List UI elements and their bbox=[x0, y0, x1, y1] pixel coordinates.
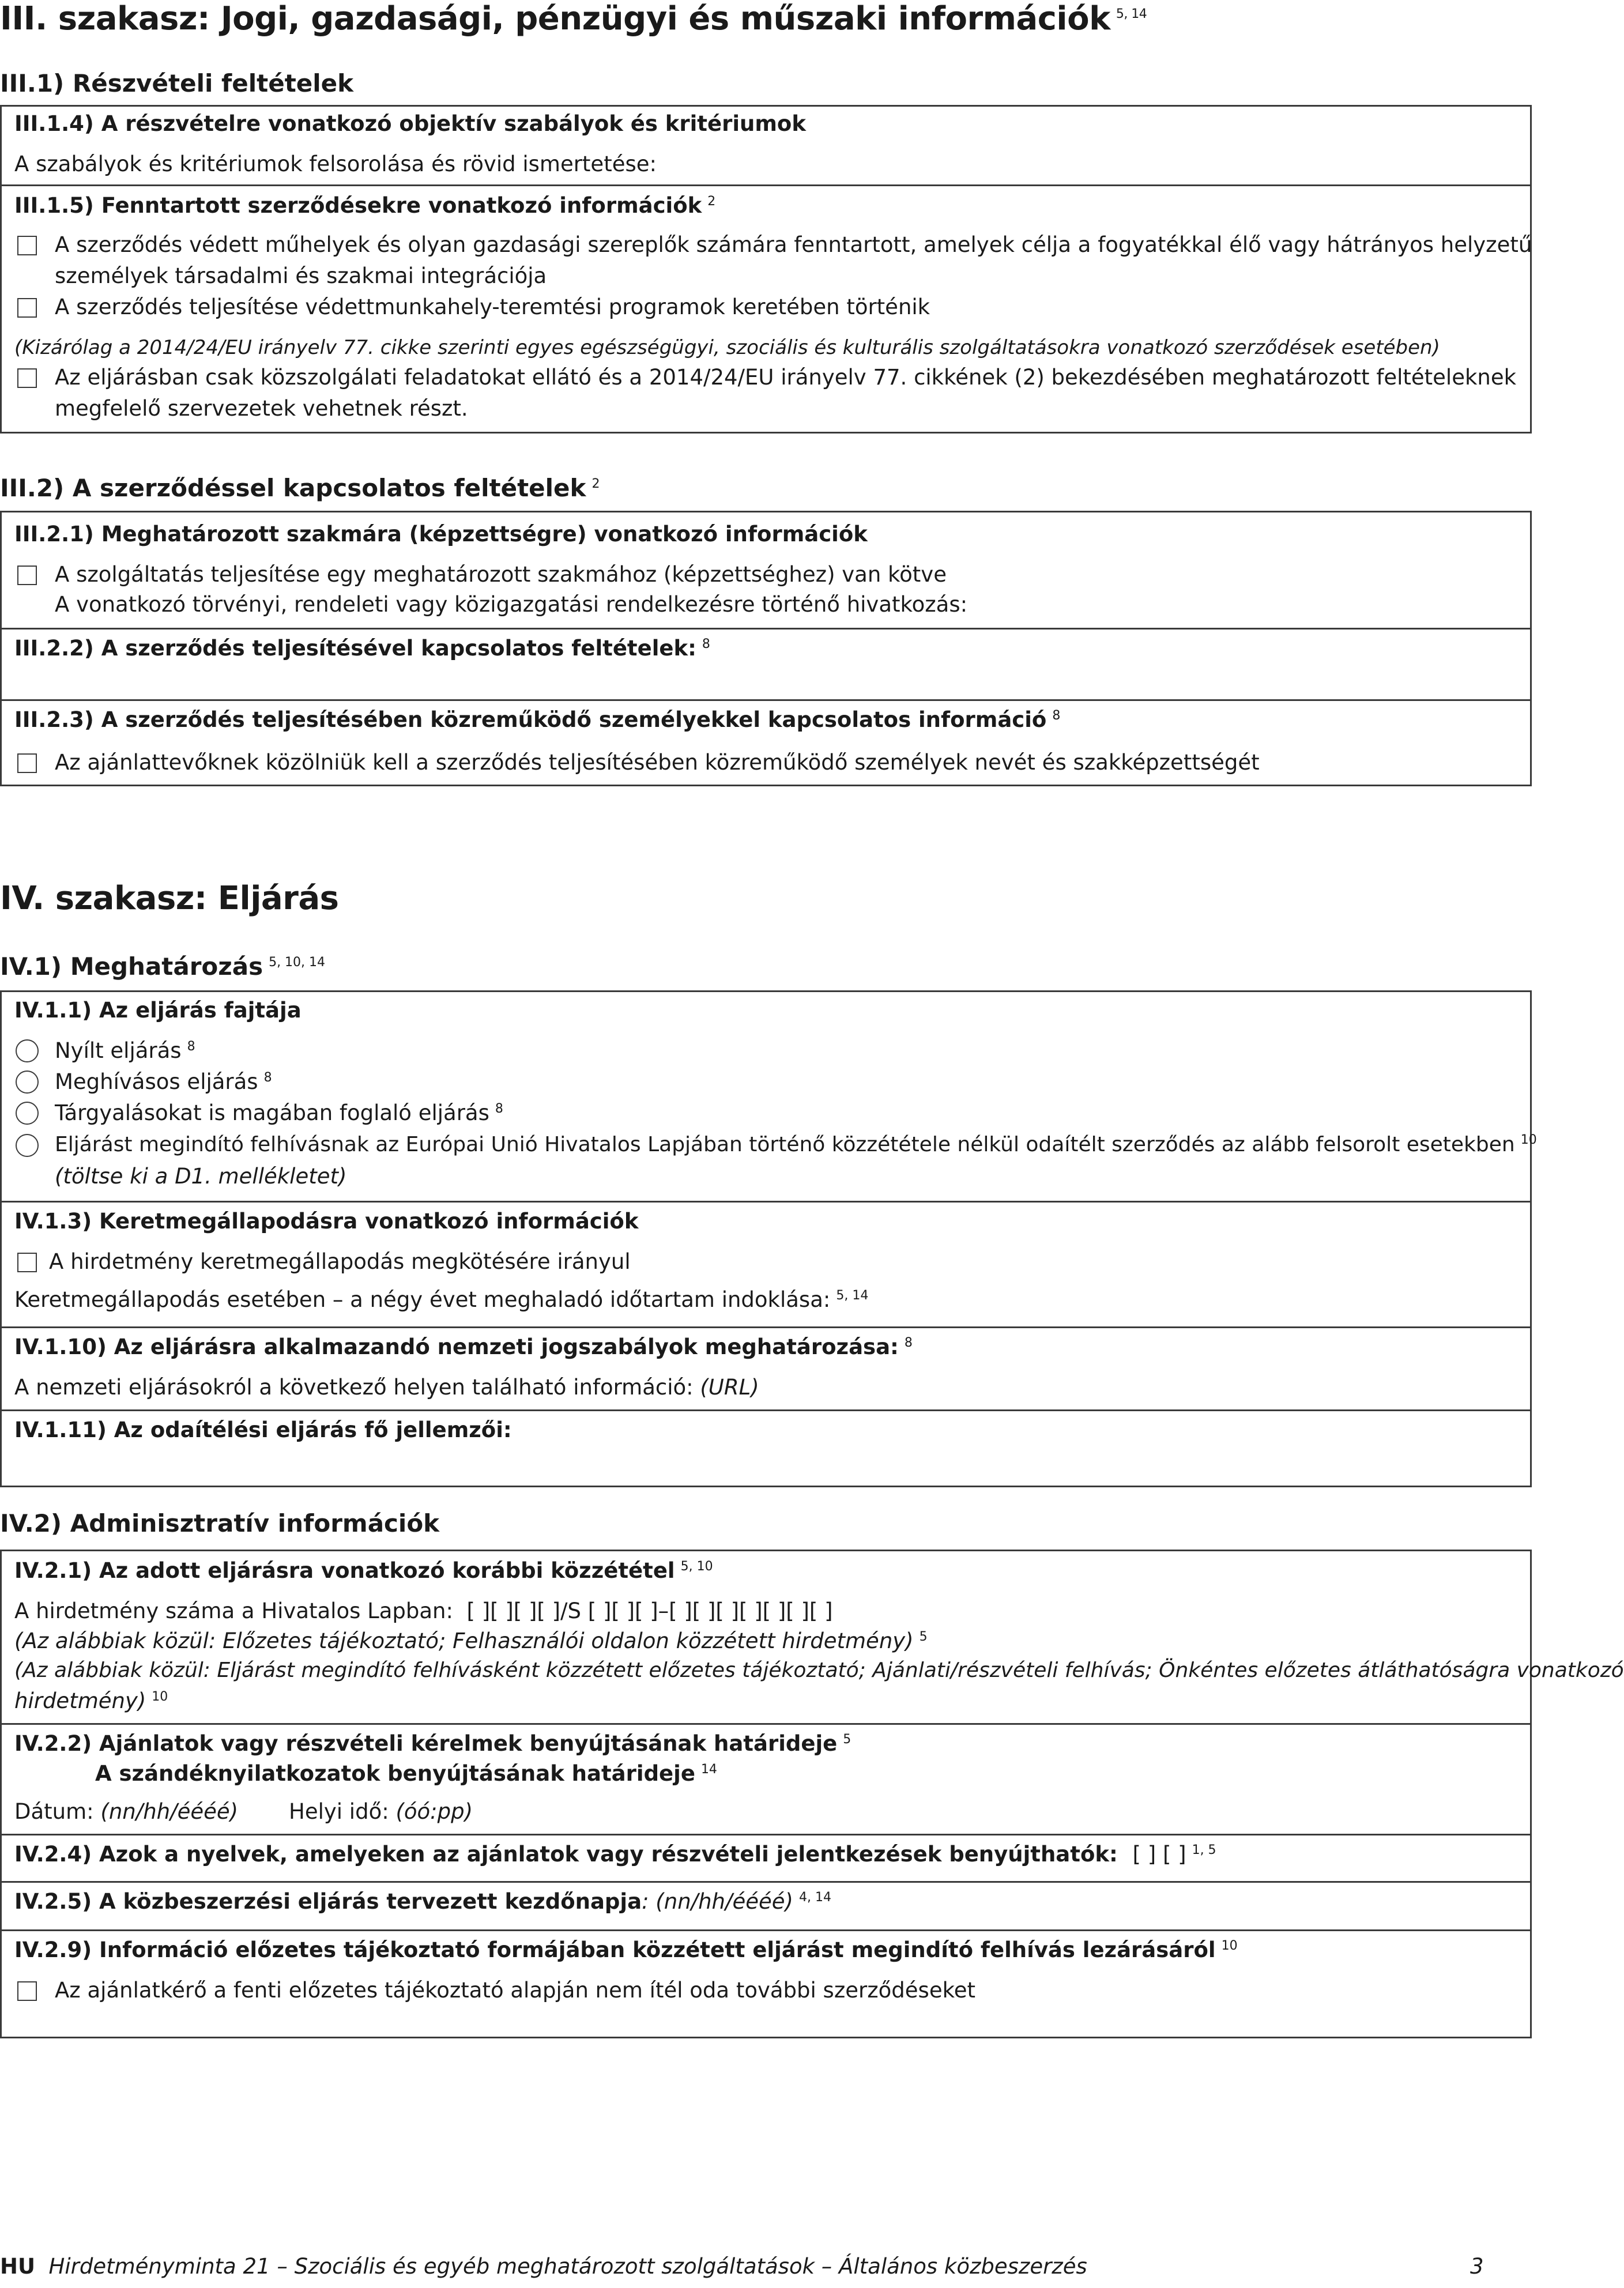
open-procedure-label bbox=[55, 1038, 195, 1063]
item-3-1-4-text: A szabályok és kritériumok felsorolása és rövid ismertetése: bbox=[14, 152, 657, 176]
sub-4-1-footnote: 5, 10, 14 bbox=[269, 955, 326, 970]
item-3-2-3-label-text: III.2.3) A szerződés teljesítésében közreműködő személyekkel kapcsolatos információ bbox=[14, 707, 1047, 732]
reserved-sheltered-checkbox[interactable] bbox=[17, 236, 37, 255]
item-3-2-3-label bbox=[14, 707, 1060, 732]
reserved-programmes-text: A szerződés teljesítése védettmunkahely-teremtési programok keretében történik bbox=[55, 295, 930, 319]
profession-text: A szolgáltatás teljesítése egy meghatározott szakmához (képzettséghez) van kötve bbox=[55, 562, 947, 587]
sub-3-1-title: III.1) Részvételi feltételek bbox=[0, 69, 354, 97]
profession-reference: A vonatkozó törvényi, rendeleti vagy közigazgatási rendelkezésre történő hivatkozás: bbox=[55, 592, 968, 617]
footer-language: HU bbox=[0, 2254, 36, 2279]
item-4-2-4-label-text: IV.2.4) Azok a nyelvek, amelyeken az ajánlatok vagy részvételi jelentkezések benyújthatók: bbox=[14, 1842, 1118, 1867]
reserved-sheltered-text-1: A szerződés védett műhelyek és olyan gazdasági szereplők számára fenntartott, amelyek célja a fogyatékkal élő vagy hátrányos helyzetű bbox=[55, 232, 1532, 257]
sub-4-1-title-text: IV.1) Meghatározás bbox=[0, 952, 263, 981]
box-4-1 bbox=[0, 990, 1537, 1487]
box-3-1 bbox=[0, 105, 1532, 434]
restricted-procedure-text: Meghívásos eljárás bbox=[55, 1069, 258, 1094]
prior-note-1 bbox=[14, 1629, 928, 1653]
section-3-title bbox=[0, 0, 1147, 37]
footer-page-number: 3 bbox=[1470, 2254, 1484, 2279]
item-3-2-1-label: III.2.1) Meghatározott szakmára (képzettségre) vonatkozó információk bbox=[14, 522, 868, 546]
divider bbox=[2, 1409, 1530, 1411]
item-4-2-5-label bbox=[14, 1889, 831, 1914]
item-4-2-4-label bbox=[14, 1842, 1216, 1867]
item-3-1-4-label: III.1.4) A részvételre vonatkozó objektív szabályok és kritériumok bbox=[14, 111, 806, 136]
item-4-2-5-footnote: 4, 14 bbox=[798, 1890, 831, 1905]
divider bbox=[2, 184, 1530, 186]
deadline-date-format: (nn/hh/éééé) bbox=[100, 1799, 239, 1824]
framework-justification-footnote: 5, 14 bbox=[836, 1288, 869, 1303]
item-4-2-2-footnote-2: 14 bbox=[700, 1762, 717, 1777]
framework-justification bbox=[14, 1287, 868, 1312]
deadline-date-label: Dátum: bbox=[14, 1799, 94, 1824]
deadline-time-format: (óó:pp) bbox=[395, 1799, 473, 1824]
framework-text: A hirdetmény keretmegállapodás megkötésére irányul bbox=[49, 1249, 631, 1274]
footer bbox=[0, 2254, 1087, 2279]
item-4-2-9-footnote: 10 bbox=[1221, 1938, 1238, 1953]
box-3-2 bbox=[0, 511, 1532, 786]
oj-number-label: A hirdetmény száma a Hivatalos Lapban: bbox=[14, 1599, 453, 1623]
negotiation-procedure-label bbox=[55, 1100, 503, 1125]
item-4-2-2-label-1 bbox=[14, 1731, 851, 1756]
staff-names-text: Az ajánlattevőknek közölniük kell a szerződés teljesítésében közreműködő személyek nevét és szakképzettségét bbox=[55, 750, 1260, 775]
item-4-2-5-format: : (nn/hh/éééé) bbox=[642, 1889, 793, 1914]
reserved-public-service-text-1: Az eljárásban csak közszolgálati feladatokat ellátó és a 2014/24/EU irányelv 77. cikkének (2) bekezdésében meghatározott feltételeknek bbox=[55, 365, 1517, 390]
item-4-1-3-label: IV.1.3) Keretmegállapodásra vonatkozó információk bbox=[14, 1209, 639, 1234]
section-3-title-footnote: 5, 14 bbox=[1116, 7, 1147, 22]
no-publication-radio[interactable] bbox=[16, 1134, 39, 1157]
sub-3-2-title-text: III.2) A szerződéssel kapcsolatos feltételek bbox=[0, 474, 586, 502]
no-publication-note: (töltse ki a D1. mellékletet) bbox=[55, 1164, 347, 1189]
item-3-2-2-label bbox=[14, 636, 710, 661]
item-3-2-2-footnote: 8 bbox=[702, 636, 710, 651]
divider bbox=[2, 1881, 1530, 1883]
no-publication-label bbox=[55, 1133, 1537, 1156]
item-3-2-3-footnote: 8 bbox=[1052, 708, 1061, 723]
profession-checkbox[interactable] bbox=[17, 566, 37, 585]
item-3-2-2-label-text: III.2.2) A szerződés teljesítésével kapcsolatos feltételek: bbox=[14, 636, 696, 661]
reserved-note: (Kizárólag a 2014/24/EU irányelv 77. cikke szerinti egyes egészségügyi, szociális és kulturális szolgáltatásokra vonatkozó szerződések esetében) bbox=[14, 336, 1440, 359]
negotiation-procedure-radio[interactable] bbox=[16, 1102, 39, 1125]
no-publication-text: Eljárást megindító felhívásnak az Európai Unió Hivatalos Lapjában történő közzététele nélkül odaítélt szerződés az alább felsorolt esetekben bbox=[55, 1133, 1515, 1156]
prior-note-2-line-1: (Az alábbiak közül: Eljárást megindító felhívásként közzétett előzetes tájékoztató; Ajánlati/részvételi felhívás; Önkéntes előzetes átláthatóságra vonatkozó bbox=[14, 1658, 1624, 1682]
deadline-time-label: Helyi idő: bbox=[289, 1799, 389, 1824]
item-4-2-1-label bbox=[14, 1558, 713, 1583]
framework-justification-text: Keretmegállapodás esetében – a négy évet meghaladó időtartam indoklása: bbox=[14, 1287, 831, 1312]
restricted-procedure-radio[interactable] bbox=[16, 1071, 39, 1094]
divider bbox=[2, 1326, 1530, 1328]
item-4-2-5-label-text: IV.2.5) A közbeszerzési eljárás tervezett kezdőnapja bbox=[14, 1889, 642, 1914]
no-publication-footnote: 10 bbox=[1520, 1133, 1537, 1147]
sub-3-2-footnote: 2 bbox=[591, 477, 600, 491]
item-4-2-9-label-text: IV.2.9) Információ előzetes tájékoztató formájában közzétett eljárást megindító felhívás lezárásáról bbox=[14, 1938, 1216, 1962]
item-4-2-2-label-1-text: IV.2.2) Ajánlatok vagy részvételi kérelmek benyújtásának határideje bbox=[14, 1731, 838, 1756]
languages-fields[interactable]: [ ] [ ] bbox=[1132, 1842, 1186, 1867]
item-4-2-1-label-text: IV.2.1) Az adott eljárásra vonatkozó korábbi közzététel bbox=[14, 1558, 675, 1583]
no-further-contracts-checkbox[interactable] bbox=[17, 1981, 37, 2001]
item-4-2-2-footnote-1: 5 bbox=[843, 1732, 851, 1747]
reserved-public-service-text-2: megfelelő szervezetek vehetnek részt. bbox=[55, 396, 468, 421]
open-procedure-radio[interactable] bbox=[16, 1039, 39, 1062]
no-further-contracts-text: Az ajánlatkérő a fenti előzetes tájékoztató alapján nem ítél oda további szerződéseket bbox=[55, 1978, 975, 2003]
item-3-1-5-label bbox=[14, 193, 715, 218]
footer-title: Hirdetményminta 21 – Szociális és egyéb meghatározott szolgáltatások – Általános közbeszerzés bbox=[48, 2254, 1087, 2279]
national-rules-text-main: A nemzeti eljárásokról a következő helyen található információ: bbox=[14, 1375, 694, 1400]
restricted-procedure-footnote: 8 bbox=[263, 1070, 272, 1085]
prior-note-2-footnote: 10 bbox=[152, 1689, 168, 1704]
deadline-date[interactable] bbox=[14, 1799, 238, 1824]
reserved-public-service-checkbox[interactable] bbox=[17, 368, 37, 388]
negotiation-procedure-text: Tárgyalásokat is magában foglaló eljárás bbox=[55, 1100, 489, 1125]
box-4-2 bbox=[0, 1550, 1624, 2038]
prior-note-2-line-2 bbox=[14, 1688, 168, 1713]
open-procedure-text: Nyílt eljárás bbox=[55, 1038, 182, 1063]
item-3-1-5-footnote: 2 bbox=[707, 194, 716, 209]
reserved-sheltered-text-2: személyek társadalmi és szakmai integrációja bbox=[55, 263, 547, 288]
section-4-title: IV. szakasz: Eljárás bbox=[0, 880, 339, 917]
item-4-2-1-footnote: 5, 10 bbox=[680, 1559, 713, 1574]
framework-checkbox[interactable] bbox=[17, 1253, 37, 1272]
divider bbox=[2, 1723, 1530, 1725]
divider bbox=[2, 1834, 1530, 1835]
item-4-2-2-label-2-text: A szándéknyilatkozatok benyújtásának határideje bbox=[95, 1761, 695, 1786]
staff-names-checkbox[interactable] bbox=[17, 753, 37, 773]
prior-note-1-footnote: 5 bbox=[919, 1629, 928, 1644]
divider bbox=[2, 699, 1530, 701]
open-procedure-footnote: 8 bbox=[187, 1039, 195, 1054]
reserved-programmes-checkbox[interactable] bbox=[17, 298, 37, 318]
national-rules-text bbox=[14, 1375, 759, 1400]
item-4-1-10-label-text: IV.1.10) Az eljárásra alkalmazandó nemzeti jogszabályok meghatározása: bbox=[14, 1335, 899, 1359]
item-4-1-1-label: IV.1.1) Az eljárás fajtája bbox=[14, 998, 302, 1023]
prior-note-1-text: (Az alábbiak közül: Előzetes tájékoztató; Felhasználói oldalon közzétett hirdetmény) bbox=[14, 1629, 914, 1653]
oj-number-fields[interactable]: [ ][ ][ ][ ]/S [ ][ ][ ]–[ ][ ][ ][ ][ ][ ][ ] bbox=[466, 1599, 833, 1623]
divider bbox=[2, 1929, 1530, 1931]
restricted-procedure-label bbox=[55, 1069, 272, 1094]
sub-4-1-title bbox=[0, 952, 325, 981]
divider bbox=[2, 1201, 1530, 1203]
item-4-2-9-label bbox=[14, 1938, 1238, 1962]
negotiation-procedure-footnote: 8 bbox=[495, 1101, 503, 1116]
sub-3-2-title bbox=[0, 474, 600, 502]
item-4-1-10-footnote: 8 bbox=[904, 1335, 913, 1350]
national-rules-url-hint: (URL) bbox=[700, 1375, 759, 1400]
sub-4-2-title: IV.2) Adminisztratív információk bbox=[0, 1509, 440, 1537]
oj-number-row bbox=[14, 1599, 833, 1623]
item-4-2-4-footnote: 1, 5 bbox=[1192, 1842, 1216, 1857]
section-3-title-text: III. szakasz: Jogi, gazdasági, pénzügyi és műszaki információk bbox=[0, 0, 1110, 37]
item-3-1-5-label-text: III.1.5) Fenntartott szerződésekre vonatkozó információk bbox=[14, 193, 702, 218]
prior-note-2-line-2-text: hirdetmény) bbox=[14, 1688, 146, 1713]
deadline-time[interactable] bbox=[289, 1799, 473, 1824]
item-4-1-10-label bbox=[14, 1335, 913, 1359]
item-4-1-11-label: IV.1.11) Az odaítélési eljárás fő jellemzői: bbox=[14, 1418, 512, 1442]
item-4-2-2-label-2 bbox=[95, 1761, 717, 1786]
divider bbox=[2, 628, 1530, 630]
